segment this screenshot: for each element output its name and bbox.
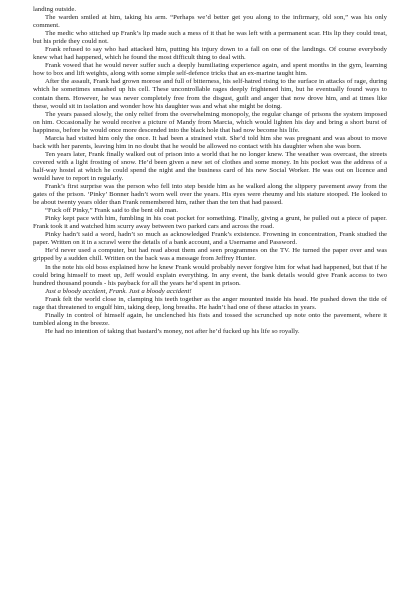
paragraph: Finally in control of himself again, he unclenched his fists and tossed the scrunched up note onto the pavement, where it tumbled along in the breeze.: [33, 311, 387, 327]
paragraph: Marcia had visited him only the once. It had been a strained visit. She’d told him she was pregnant and was about to move back with her parents, leaving him in no doubt that he would be allowed no contact with his daughter when she was born.: [33, 134, 387, 150]
paragraph: Ten years later, Frank finally walked out of prison into a world that he no longer knew. The weather was overcast, the streets covered with a light frosting of snow. He’d been given a new set of clothes and some money. In his pocket was the address of a half-way hostel at which he could spend the night and the business card of his new Social Worker. He was out on licence and would have to report in regularly.: [33, 150, 387, 182]
paragraph: “Fuck off Pinky,” Frank said to the bent old man.: [45, 207, 179, 215]
paragraph: The medic who stitched up Frank’s lip made such a mess of it that he was left with a permanent scar. His lip they could treat, but his pride they could not.: [33, 30, 387, 46]
paragraph: Just a bloody accident, Frank. Just a bloody accident!: [45, 287, 192, 295]
paragraph: The warden smiled at him, taking his arm. “Perhaps we’d better get you along to the infirmary, old son,” was his only comment.: [33, 14, 387, 30]
paragraph: Pinky kept pace with him, fumbling in his coat pocket for something. Finally, giving a grunt, he pulled out a piece of paper. Frank took it and watched him scurry away between two parked cars and across the road.: [33, 215, 387, 231]
paragraph: Frank’s first surprise was the person who fell into step beside him as he walked along the slippery pavement away from the gates of the prison. ‘Pinky’ Bonner hadn’t worn well over the years. His eyes were rheumy and his stature stooped. He looked to be about twenty years older than Frank remembered him, rather than the ten that had passed.: [33, 183, 387, 207]
body-text: [33, 6, 387, 336]
paragraph: The years passed slowly, the only relief from the overwhelming monopoly, the regular change of prisons the system imposed on him. Occasionally he would receive a picture of Mandy from Marcia, which would lighten his day and bring a short burst of happiness, before he would once more descended into the black hole that had now become his life.: [33, 110, 387, 134]
paragraph: After the assault, Frank had grown morose and full of bitterness, his self-hatred rising to the surface in attacks of rage, during which he sometimes smashed up his cell. These uncontrollable rages deeply frightened him, but he eventually found ways to contain them. However, he was never completely free from the disgust, guilt and anger that now drove him, and at times like these, would sit in isolation and wonder how his daughter was and what she might be doing.: [33, 78, 387, 110]
paragraph: Frank vowed that he would never suffer such a deeply humiliating experience again, and spent months in the gym, learning how to box and lift weights, along with some simple self-defence tricks that an ex-marine taught him.: [33, 62, 387, 78]
paragraph: He had no intention of taking that bastard’s money, not after he’d fucked up his life so royally.: [45, 327, 300, 335]
paragraph: Frank refused to say who had attacked him, putting his injury down to a fall on one of the landings. Of course everybody knew what had happened, which he found the most difficult thing to deal with.: [33, 46, 387, 62]
paragraph: Pinky hadn’t said a word, hadn’t so much as acknowledged Frank’s existence. Frowning in concentration, Frank studied the paper. Written on it in a scrawl were the details of a bank account, and a Username and Password.: [33, 231, 387, 247]
paragraph: Frank felt the world close in, clamping his teeth together as the anger mounted inside his head. He pushed down the tide of rage that threatened to engulf him, taking deep, long breaths. He hadn’t had one of these attacks in years.: [33, 295, 387, 311]
paragraph: landing outside.: [33, 6, 77, 13]
paragraph: In the note his old boss explained how he knew Frank would probably never forgive him for what had happened, but that if he could bring himself to meet up, Jeff would explain everything. In any event, the bank details would give Frank access to two hundred thousand pounds - his payback for all the years he’d spent in prison.: [33, 263, 387, 287]
paragraph: He’d never used a computer, but had read about them and seen programmes on the TV. He turned the paper over and was gripped by a sudden chill. Written on the back was a message from Jeffrey Hunter.: [33, 247, 387, 263]
